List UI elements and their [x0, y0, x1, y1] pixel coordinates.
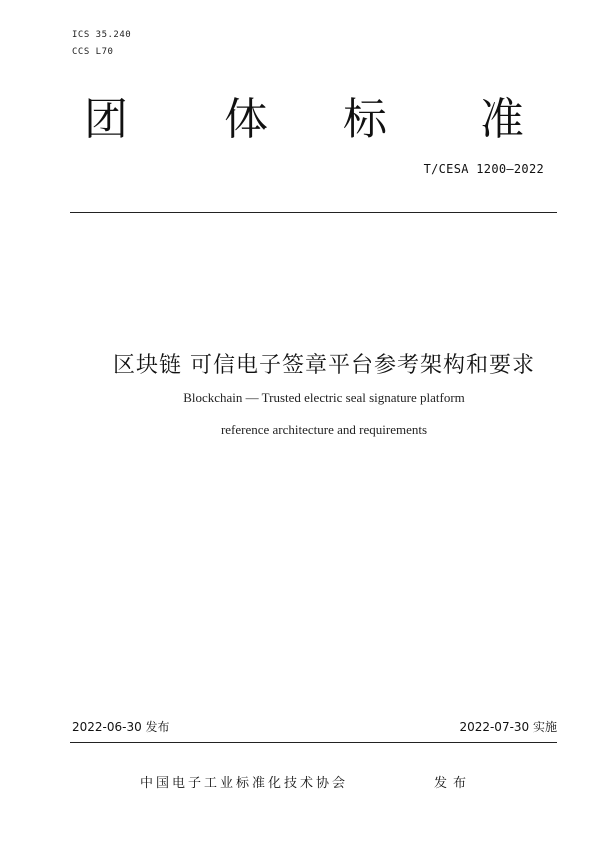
bottom-divider: [70, 742, 557, 743]
issue-date: 2022-06-30 发布: [72, 720, 170, 734]
standard-type-char-2: 体: [224, 94, 268, 145]
ccs-code: CCS L70: [72, 47, 114, 57]
top-divider: [70, 212, 557, 213]
title-chinese: 区块链 可信电子签章平台参考架构和要求: [113, 353, 535, 378]
standard-type-char-1: 团: [84, 94, 128, 145]
standard-type-char-4: 准: [480, 94, 524, 145]
publish-label: 发布: [434, 776, 473, 791]
standard-code: T/CESA 1200—2022: [423, 162, 544, 176]
publisher-organization: 中国电子工业标准化技术协会: [140, 776, 349, 791]
ics-code: ICS 35.240: [72, 30, 132, 40]
standard-type-char-3: 标: [343, 94, 387, 145]
title-english-line2: reference architecture and requirements: [220, 422, 428, 437]
title-english-line1: Blockchain — Trusted electric seal signature platform: [183, 390, 465, 405]
implement-date: 2022-07-30 实施: [459, 720, 557, 734]
